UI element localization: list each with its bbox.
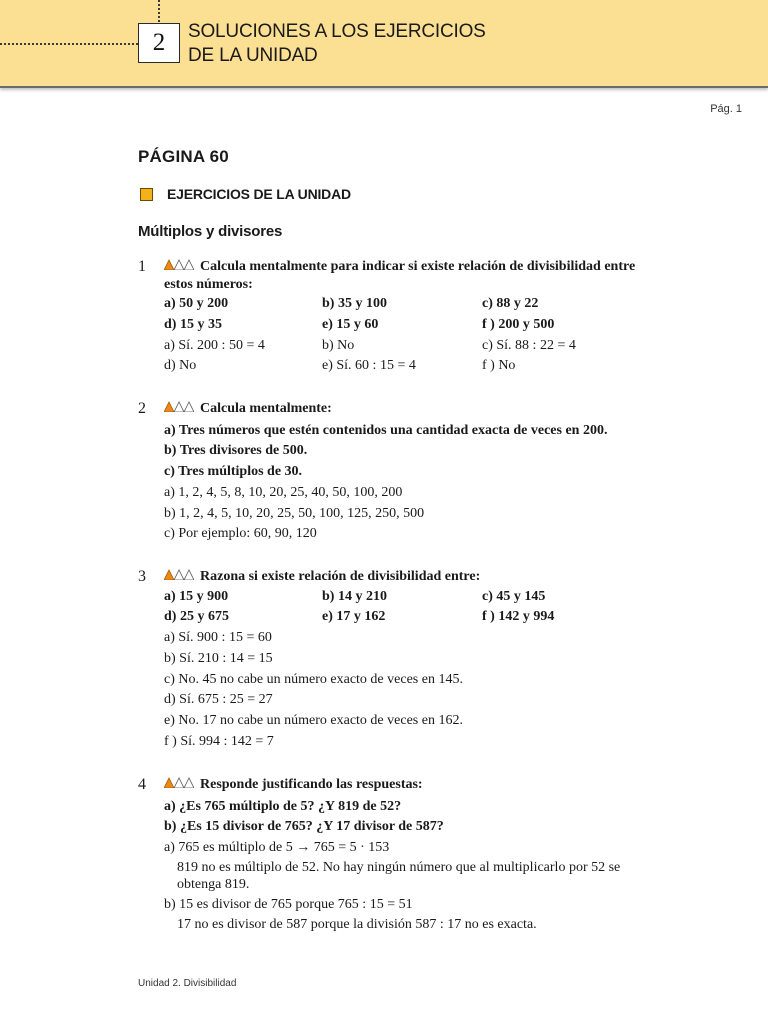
answer: c) Sí. 88 : 22 = 4 [482,337,576,353]
option: b) 35 y 100 [322,296,387,311]
difficulty-triangles-icon [164,777,194,788]
statement-text: Razona si existe relación de divisibilidad entre: [200,569,481,584]
question: a) Tres números que estén contenidos una cantidad exacta de veces en 200. [164,422,608,438]
option: c) 88 y 22 [482,296,539,311]
option: f ) 142 y 994 [482,609,555,625]
page-number: Pág. 1 [710,103,742,115]
question: b) ¿Es 15 divisor de 765? ¿Y 17 divisor de 587? [164,819,444,835]
difficulty-triangles-icon [164,569,194,580]
section-heading [138,186,351,202]
exercise-statement [164,776,638,794]
exercise-statement [164,400,638,418]
question: a) ¿Es 765 múltiplo de 5? ¿Y 819 de 52? [164,798,402,814]
unit-number: 2 [152,29,166,56]
orange-square-icon [140,188,153,201]
options-grid [164,294,638,377]
answer: e) Sí. 60 : 15 = 4 [322,358,416,374]
option: c) 45 y 145 [482,588,546,604]
answer: a) Sí. 200 : 50 = 4 [164,337,265,353]
exercise-statement [164,568,638,586]
option: a) 15 y 900 [164,588,229,604]
answer: a) Sí. 900 : 15 = 60 [164,630,272,646]
answer: b) Sí. 210 : 14 = 15 [164,650,273,666]
statement-text: Responde justificando las respuestas: [200,777,423,792]
answer: d) Sí. 675 : 25 = 27 [164,692,273,708]
subsection-heading: Múltiplos y divisores [138,223,283,240]
option: b) 14 y 210 [322,588,387,604]
answer: c) No. 45 no cabe un número exacto de veces en 145. [164,671,463,687]
unit-title [188,20,548,68]
option: d) 15 y 35 [164,316,222,332]
exercise-number: 4 [138,776,146,793]
question: b) Tres divisores de 500. [164,443,308,459]
statement-text: Calcula mentalmente: [200,401,332,416]
answer: b) 15 es divisor de 765 porque 765 : 15 = 51 [164,896,413,912]
answer: a) 1, 2, 4, 5, 8, 10, 20, 25, 40, 50, 100, 200 [164,484,403,500]
answer: d) No [164,358,197,374]
exercise-number: 2 [138,400,146,417]
page-heading: PÁGINA 60 [138,147,229,166]
option: a) 50 y 200 [164,296,229,311]
unit-title-line-1: SOLUCIONES A LOS EJERCICIOS [188,21,486,42]
exercise-number: 3 [138,568,146,585]
options-grid [164,587,638,629]
answer: f ) Sí. 994 : 142 = 7 [164,734,274,750]
option: d) 25 y 675 [164,609,229,625]
option: e) 17 y 162 [322,609,386,625]
difficulty-triangles-icon [164,401,194,412]
exercise-statement [164,258,638,293]
answer: f ) No [482,358,516,374]
statement-text: Calcula mentalmente para indicar si existe relación de divisibilidad entre estos números: [164,259,636,292]
answer: c) Por ejemplo: 60, 90, 120 [164,526,317,542]
answer-continuation: 819 no es múltiplo de 52. No hay ningún número que al multiplicarlo por 52 se obtenga 819. [177,859,621,892]
answer: a) 765 es múltiplo de 5 → 765 = 5 · 153 [164,840,390,856]
section-title: EJERCICIOS DE LA UNIDAD [167,186,351,202]
unit-title-line-2: DE LA UNIDAD [188,45,318,66]
answer: b) 1, 2, 4, 5, 10, 20, 25, 50, 100, 125, 250, 500 [164,505,425,521]
dotted-guide-vertical [158,0,160,22]
answer-continuation: 17 no es divisor de 587 porque la división 587 : 17 no es exacta. [177,916,537,932]
answer: e) No. 17 no cabe un número exacto de veces en 162. [164,713,463,729]
option: e) 15 y 60 [322,316,379,332]
dotted-guide-horizontal [0,43,138,45]
footer-unit-label: Unidad 2. Divisibilidad [138,978,237,989]
difficulty-triangles-icon [164,259,194,270]
option: f ) 200 y 500 [482,316,555,332]
exercise-number: 1 [138,258,146,275]
answer: b) No [322,337,355,353]
question: c) Tres múltiplos de 30. [164,464,303,480]
unit-header [0,0,768,88]
unit-number-box [138,23,180,63]
